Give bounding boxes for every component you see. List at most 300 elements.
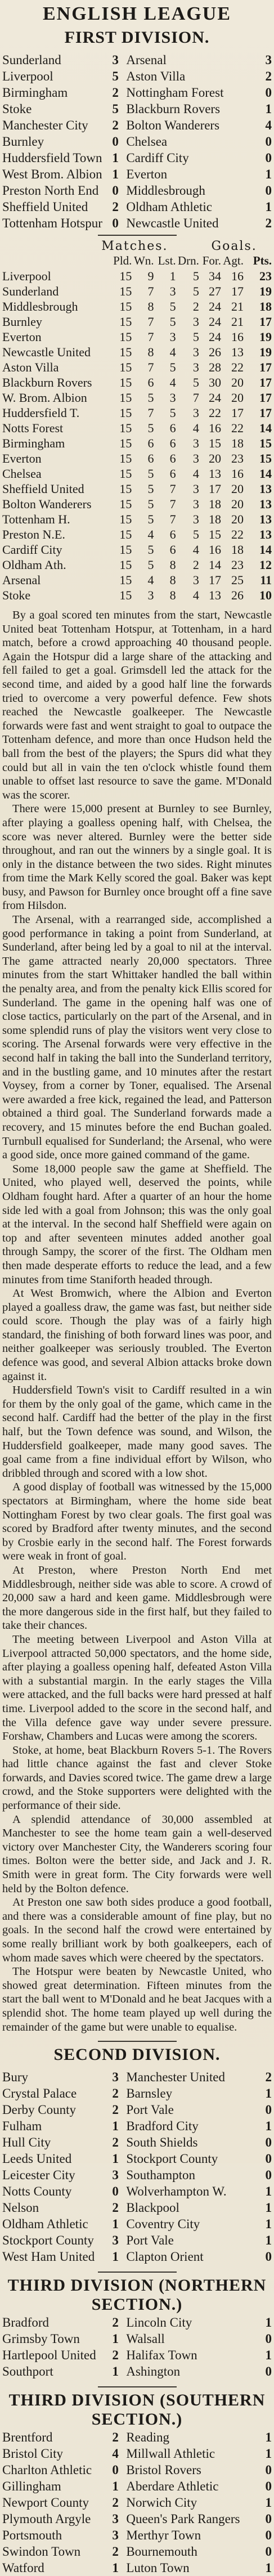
report-paragraph: At Preston one saw both sides produce a good football, and there was a considerable amount of fine play, but no goals. In the second half the crowd were entertained by some really brilliant work by both goalkeepers, each of whom made saves which were cheered by the spectators. (2, 1896, 272, 1964)
league-cell: 25 (231, 573, 244, 587)
home-team: Watford (2, 2561, 44, 2575)
league-cell: 18 (231, 543, 244, 557)
league-cell: 13 (231, 345, 244, 359)
result-row (2, 199, 272, 215)
league-row (2, 344, 272, 360)
report-paragraph: The Hotspur were beaten by Newcastle United, who showed great determination. Fifteen minutes from the start the ball went to M'Donald and he beat Jacques with a splendid shot. The home team played up well during the remainder of the game but were unable to equalise. (2, 1965, 272, 2033)
league-row (2, 284, 272, 299)
league-cell: 4 (147, 527, 154, 541)
away-team: Aberdare Athletic (126, 2479, 219, 2494)
team-column-header (2, 253, 110, 268)
away-score: 0 (265, 2103, 272, 2117)
league-cell: 17 (209, 573, 222, 587)
result-row (2, 182, 272, 199)
report-paragraph: The meeting between Liverpool and Aston Villa at Liverpool attracted 50,000 spectators, and the home side, after playing a goalless opening half, defeated Aston Villa with a substantial margin. In the early stages the Villa were attacked, and the full backs were hard pressed at half time. Liverpool added to the score in the second half, and the Villa defence gave way under severe pressure. Forshaw, Chambers and Lucas were among the scorers. (2, 1633, 272, 1743)
league-cell: 11 (260, 573, 272, 587)
away-team: Bristol Rovers (126, 2463, 201, 2478)
league-cell: 15 (119, 421, 132, 435)
column-header: Wn. (133, 254, 154, 267)
league-cell: 5 (147, 482, 154, 496)
league-row (2, 314, 272, 329)
league-cell: 4 (169, 345, 176, 359)
result-row (2, 2494, 272, 2511)
home-score: 1 (112, 2250, 119, 2264)
result-row (2, 150, 272, 166)
league-team: Middlesbrough (2, 299, 78, 313)
league-cell: 7 (169, 497, 176, 511)
away-team: Stockport County (126, 2152, 218, 2166)
league-cell: 17 (209, 482, 222, 496)
away-score: 0 (265, 2512, 272, 2526)
league-row (2, 481, 272, 496)
league-cell: 24 (209, 330, 222, 344)
league-cell: 5 (192, 527, 199, 541)
league-cell: 4 (192, 543, 199, 557)
divider (98, 2272, 177, 2273)
home-team: Huddersfield Town (2, 151, 102, 165)
home-score: 1 (112, 2479, 119, 2494)
league-cell: 17 (259, 406, 272, 420)
league-cell: 15 (119, 588, 132, 602)
home-team: Southport (2, 2364, 53, 2379)
away-score: 0 (265, 2364, 272, 2379)
league-cell: 16 (231, 467, 244, 481)
league-cell: 15 (119, 345, 132, 359)
league-cell: 15 (119, 467, 132, 481)
home-team: Newport County (2, 2496, 89, 2510)
home-team: Grimsby Town (2, 2332, 80, 2346)
away-score: 0 (265, 2332, 272, 2346)
home-score: 1 (112, 2119, 119, 2134)
home-team: Bury (2, 2070, 28, 2085)
league-cell: 10 (259, 588, 272, 602)
league-cell: 6 (169, 467, 176, 481)
away-score: 1 (265, 2086, 272, 2101)
league-cell: 17 (231, 406, 244, 420)
league-cell: 15 (119, 299, 132, 313)
league-cell: 23 (259, 269, 272, 283)
league-cell: 20 (231, 391, 244, 405)
home-team: Brentford (2, 2430, 53, 2445)
away-score: 0 (265, 135, 272, 149)
result-row (2, 2199, 272, 2216)
home-team: Sheffield United (2, 200, 88, 214)
home-score: 3 (112, 2512, 119, 2526)
column-header: Pld. (113, 254, 132, 267)
result-row (2, 2069, 272, 2085)
away-team: Wolverhampton W. (126, 2184, 227, 2199)
league-row (2, 360, 272, 375)
league-cell: 5 (147, 497, 154, 511)
away-team: Port Vale (126, 2233, 174, 2248)
league-cell: 3 (169, 284, 176, 298)
home-team: Oldham Athletic (2, 2217, 88, 2232)
result-row (2, 2183, 272, 2199)
league-cell: 4 (169, 375, 176, 389)
league-team: Blackburn Rovers (2, 375, 92, 389)
home-team: Birmingham (2, 86, 68, 100)
league-cell: 5 (169, 406, 176, 420)
report-paragraph: At West Bromwich, where the Albion and Everton played a goalless draw, the game was fast, but neither side could score. Though the play was of a fairly high standard, the finishing of both forward lines was poor, and neither goalkeeper was seriously troubled. The Everton defence was good, and several Albion attacks broke down against it. (2, 1287, 272, 1383)
league-cell: 18 (259, 299, 272, 313)
league-row (2, 299, 272, 314)
result-row (2, 52, 272, 68)
league-table-heading (2, 239, 272, 253)
league-cell: 15 (119, 284, 132, 298)
away-score: 1 (265, 2561, 272, 2575)
away-score: 1 (265, 2217, 272, 2232)
home-score: 2 (112, 2430, 119, 2445)
league-cell: 15 (119, 451, 132, 465)
away-team: Ashington (126, 2364, 181, 2379)
away-score: 0 (265, 2135, 272, 2150)
league-cell: 2 (192, 299, 199, 313)
league-cell: 18 (209, 512, 222, 526)
league-cell: 5 (169, 360, 176, 374)
league-cell: 14 (209, 558, 222, 572)
league-row (2, 572, 272, 588)
away-team: Chelsea (126, 135, 168, 149)
league-cell: 3 (192, 451, 199, 465)
league-table (2, 253, 272, 603)
result-row (2, 2478, 272, 2494)
league-cell: 7 (147, 360, 154, 374)
away-score: 4 (265, 118, 272, 132)
result-row (2, 2248, 272, 2265)
home-score: 3 (112, 53, 119, 67)
league-row (2, 436, 272, 451)
league-cell: 22 (231, 527, 244, 541)
result-row (2, 2102, 272, 2118)
away-score: 0 (265, 2528, 272, 2543)
home-score: 3 (112, 2528, 119, 2543)
away-score: 0 (265, 2152, 272, 2166)
league-cell: 20 (231, 482, 244, 496)
away-team: Barnsley (126, 2086, 173, 2101)
away-score: 1 (265, 2348, 272, 2363)
league-cell: 5 (192, 284, 199, 298)
league-cell: 15 (119, 330, 132, 344)
away-team: Blackpool (126, 2201, 179, 2215)
away-team: Port Vale (126, 2103, 174, 2117)
third-north-heading: THIRD DIVISION (NORTHERN SECTION.) (7, 2276, 267, 2314)
divider (98, 2386, 177, 2387)
away-score: 1 (265, 2119, 272, 2134)
away-score: 1 (265, 2233, 272, 2248)
home-score: 1 (112, 151, 119, 165)
league-cell: 13 (259, 512, 272, 526)
league-cell: 7 (169, 482, 176, 496)
league-cell: 3 (147, 588, 154, 602)
away-team: Halifax Town (126, 2348, 197, 2363)
league-cell: 2 (192, 558, 199, 572)
league-cell: 14 (259, 467, 272, 481)
home-team: Crystal Palace (2, 2086, 77, 2101)
away-team: Cardiff City (126, 151, 189, 165)
league-cell: 15 (119, 375, 132, 389)
result-row (2, 84, 272, 101)
league-cell: 17 (259, 375, 272, 389)
league-cell: 6 (147, 375, 154, 389)
league-cell: 8 (147, 299, 154, 313)
league-cell: 15 (119, 543, 132, 557)
league-team: Huddersfield T. (2, 406, 80, 420)
league-cell: 28 (209, 360, 222, 374)
divider (98, 2041, 177, 2042)
home-team: West Ham United (2, 2250, 95, 2264)
away-score: 1 (265, 102, 272, 116)
home-team: Gillingham (2, 2479, 61, 2494)
report-paragraph: Stoke, at home, beat Blackburn Rovers 5-1. The Rovers had little chance against the fast and clever Stoke forwards, and Davies scored twice. The game drew a large crowd, and the Stoke supporters were delighted with the performance of their side. (2, 1744, 272, 1812)
league-cell: 17 (259, 391, 272, 405)
result-row (2, 2363, 272, 2380)
home-score: 0 (112, 2463, 119, 2478)
home-score: 1 (112, 2217, 119, 2232)
away-score: 1 (265, 2496, 272, 2510)
league-cell: 8 (169, 558, 176, 572)
result-row (2, 101, 272, 117)
league-header-row (2, 253, 272, 268)
away-score: 1 (265, 167, 272, 181)
result-row (2, 2527, 272, 2543)
away-team: South Shields (126, 2135, 198, 2150)
result-row (2, 2347, 272, 2363)
league-cell: 5 (147, 421, 154, 435)
league-cell: 9 (147, 269, 154, 283)
column-header: Lst. (158, 254, 176, 267)
home-team: Charlton Athletic (2, 2463, 92, 2478)
home-score: 0 (112, 216, 119, 230)
result-row (2, 2134, 272, 2151)
league-team: Sunderland (2, 284, 59, 298)
away-score: 1 (265, 2201, 272, 2215)
away-team: Oldham Athletic (126, 200, 212, 214)
result-row (2, 2314, 272, 2331)
home-team: Tottenham Hotspur (2, 216, 102, 230)
league-cell: 4 (192, 421, 199, 435)
league-cell: 7 (147, 406, 154, 420)
result-row (2, 2445, 272, 2462)
league-cell: 3 (192, 512, 199, 526)
result-row (2, 68, 272, 84)
league-row (2, 405, 272, 420)
report-paragraph: A splendid attendance of 30,000 assembled at Manchester to see the home team gain a well-deserved victory over Manchester City, the Wanderers scoring four times. Bolton were the better side, and Jack and J. R. Smith were in great form. The City forwards were well held by the Bolton defence. (2, 1813, 272, 1895)
result-row (2, 2560, 272, 2576)
league-cell: 24 (209, 299, 222, 313)
home-score: 5 (112, 69, 119, 83)
third-north-results (2, 2314, 272, 2380)
league-row (2, 451, 272, 466)
league-cell: 13 (209, 467, 222, 481)
league-cell: 12 (259, 558, 272, 572)
home-team: Nelson (2, 2201, 39, 2215)
first-division-results (2, 52, 272, 231)
away-team: Walsall (126, 2332, 165, 2346)
home-team: Plymouth Argyle (2, 2512, 91, 2526)
home-team: Leicester City (2, 2168, 75, 2183)
league-cell: 17 (231, 284, 244, 298)
away-score: 0 (265, 2168, 272, 2183)
league-cell: 5 (147, 512, 154, 526)
league-cell: 13 (209, 588, 222, 602)
league-cell: 19 (259, 284, 272, 298)
home-score: 3 (112, 2168, 119, 2183)
home-score: 2 (112, 2103, 119, 2117)
second-division-heading: SECOND DIVISION. (53, 2045, 221, 2064)
league-cell: 5 (147, 558, 154, 572)
result-row (2, 215, 272, 231)
league-cell: 14 (259, 421, 272, 435)
league-cell: 30 (209, 375, 222, 389)
third-south-results (2, 2429, 272, 2576)
home-score: 2 (112, 2496, 119, 2510)
league-cell: 34 (209, 269, 222, 283)
league-cell: 16 (231, 330, 244, 344)
away-score: 1 (265, 2315, 272, 2330)
league-team: Notts Forest (2, 421, 64, 435)
league-cell: 15 (119, 527, 132, 541)
third-south-heading: THIRD DIVISION (SOUTHERN SECTION.) (8, 2391, 266, 2429)
home-score: 1 (112, 2332, 119, 2346)
league-cell: 23 (231, 451, 244, 465)
league-row (2, 496, 272, 512)
league-cell: 20 (231, 375, 244, 389)
result-row (2, 117, 272, 133)
league-cell: 6 (169, 543, 176, 557)
league-cell: 1 (169, 269, 176, 283)
league-team: Sheffield United (2, 482, 84, 496)
home-score: 1 (112, 2561, 119, 2575)
league-cell: 5 (169, 315, 176, 329)
league-cell: 21 (231, 315, 244, 329)
league-cell: 6 (169, 527, 176, 541)
league-cell: 15 (119, 315, 132, 329)
league-cell: 22 (209, 406, 222, 420)
league-cell: 7 (147, 330, 154, 344)
away-score: 0 (265, 2479, 272, 2494)
result-row (2, 2118, 272, 2134)
league-row (2, 542, 272, 557)
league-cell: 20 (209, 451, 222, 465)
result-row (2, 2167, 272, 2183)
league-cell: 14 (259, 543, 272, 557)
away-score: 0 (265, 183, 272, 198)
home-score: 2 (112, 2201, 119, 2215)
second-division-results (2, 2069, 272, 2265)
league-cell: 6 (169, 421, 176, 435)
league-cell: 18 (231, 436, 244, 450)
league-cell: 6 (147, 451, 154, 465)
away-team: Norwich City (126, 2496, 197, 2510)
league-cell: 24 (209, 315, 222, 329)
home-score: 3 (112, 2070, 119, 2085)
away-team: Bolton Wanderers (126, 118, 220, 132)
league-team: Preston N.E. (2, 527, 65, 541)
home-score: 4 (112, 2447, 119, 2461)
home-team: Liverpool (2, 69, 53, 83)
away-score: 0 (265, 86, 272, 100)
divider (98, 235, 177, 236)
league-cell: 7 (147, 315, 154, 329)
league-team: Everton (2, 330, 42, 344)
league-cell: 5 (192, 330, 199, 344)
home-team: Bradford (2, 2315, 50, 2330)
away-score: 1 (265, 2447, 272, 2461)
home-score: 2 (112, 200, 119, 214)
match-report (2, 608, 272, 2034)
home-team: Swindon Town (2, 2544, 81, 2559)
league-cell: 27 (209, 284, 222, 298)
league-cell: 5 (192, 375, 199, 389)
league-team: Stoke (2, 588, 31, 602)
league-cell: 17 (259, 315, 272, 329)
league-cell: 5 (147, 543, 154, 557)
away-team: Reading (126, 2430, 169, 2445)
away-team: Queen's Park Rangers (126, 2512, 240, 2526)
away-score: 0 (265, 2463, 272, 2478)
league-team: Birmingham (2, 436, 65, 450)
home-team: Derby County (2, 2103, 76, 2117)
result-row (2, 2331, 272, 2347)
home-score: 1 (112, 2364, 119, 2379)
league-cell: 21 (231, 299, 244, 313)
league-row (2, 466, 272, 481)
home-team: Leeds United (2, 2152, 72, 2166)
report-paragraph: At Preston, where Preston North End met Middlesbrough, neither side was able to score. A crowd of 20,000 saw a hard and keen game. Middlesbrough were the more dangerous side in the first half, but they failed to take their chances. (2, 1563, 272, 1632)
away-score: 2 (265, 69, 272, 83)
result-row (2, 2232, 272, 2248)
home-team: Hull City (2, 2135, 51, 2150)
league-cell: 8 (169, 573, 176, 587)
league-cell: 15 (259, 451, 272, 465)
away-team: Lincoln City (126, 2315, 192, 2330)
league-cell: 3 (192, 497, 199, 511)
league-team: Everton (2, 451, 42, 465)
away-team: Clapton Orient (126, 2250, 204, 2264)
league-team: Tottenham H. (2, 512, 70, 526)
away-score: 1 (265, 2430, 272, 2445)
league-row (2, 375, 272, 390)
league-team: Bolton Wanderers (2, 497, 92, 511)
league-cell: 23 (231, 558, 244, 572)
league-cell: 5 (147, 467, 154, 481)
home-team: Notts County (2, 2184, 72, 2199)
away-score: 3 (265, 53, 272, 67)
result-row (2, 2511, 272, 2527)
home-score: 0 (112, 183, 119, 198)
home-score: 2 (112, 2135, 119, 2150)
league-team: Chelsea (2, 467, 42, 481)
away-score: 1 (265, 2184, 272, 2199)
league-cell: 8 (147, 345, 154, 359)
column-header: For. (202, 254, 222, 267)
league-cell: 3 (192, 360, 199, 374)
home-team: Preston North End (2, 183, 99, 198)
home-team: Manchester City (2, 118, 88, 132)
result-row (2, 2151, 272, 2167)
away-team: Arsenal (126, 53, 167, 67)
league-cell: 13 (259, 527, 272, 541)
league-cell: 26 (209, 345, 222, 359)
report-paragraph: Huddersfield Town's visit to Cardiff resulted in a win for them by the only goal of the game, which came in the second half. Cardiff had the better of the play in the first half, but the Town defence was sound, and Wilson, the Huddersfield goalkeeper, made many good saves. The goal came from a fine individual effort by Wilson, who dribbled through and scored with a low shot. (2, 1384, 272, 1480)
league-cell: 15 (119, 573, 132, 587)
league-cell: 17 (259, 360, 272, 374)
home-team: Stoke (2, 102, 32, 116)
league-cell: 22 (231, 421, 244, 435)
league-cell: 3 (169, 391, 176, 405)
league-team: Cardiff City (2, 543, 62, 557)
league-cell: 3 (169, 330, 176, 344)
